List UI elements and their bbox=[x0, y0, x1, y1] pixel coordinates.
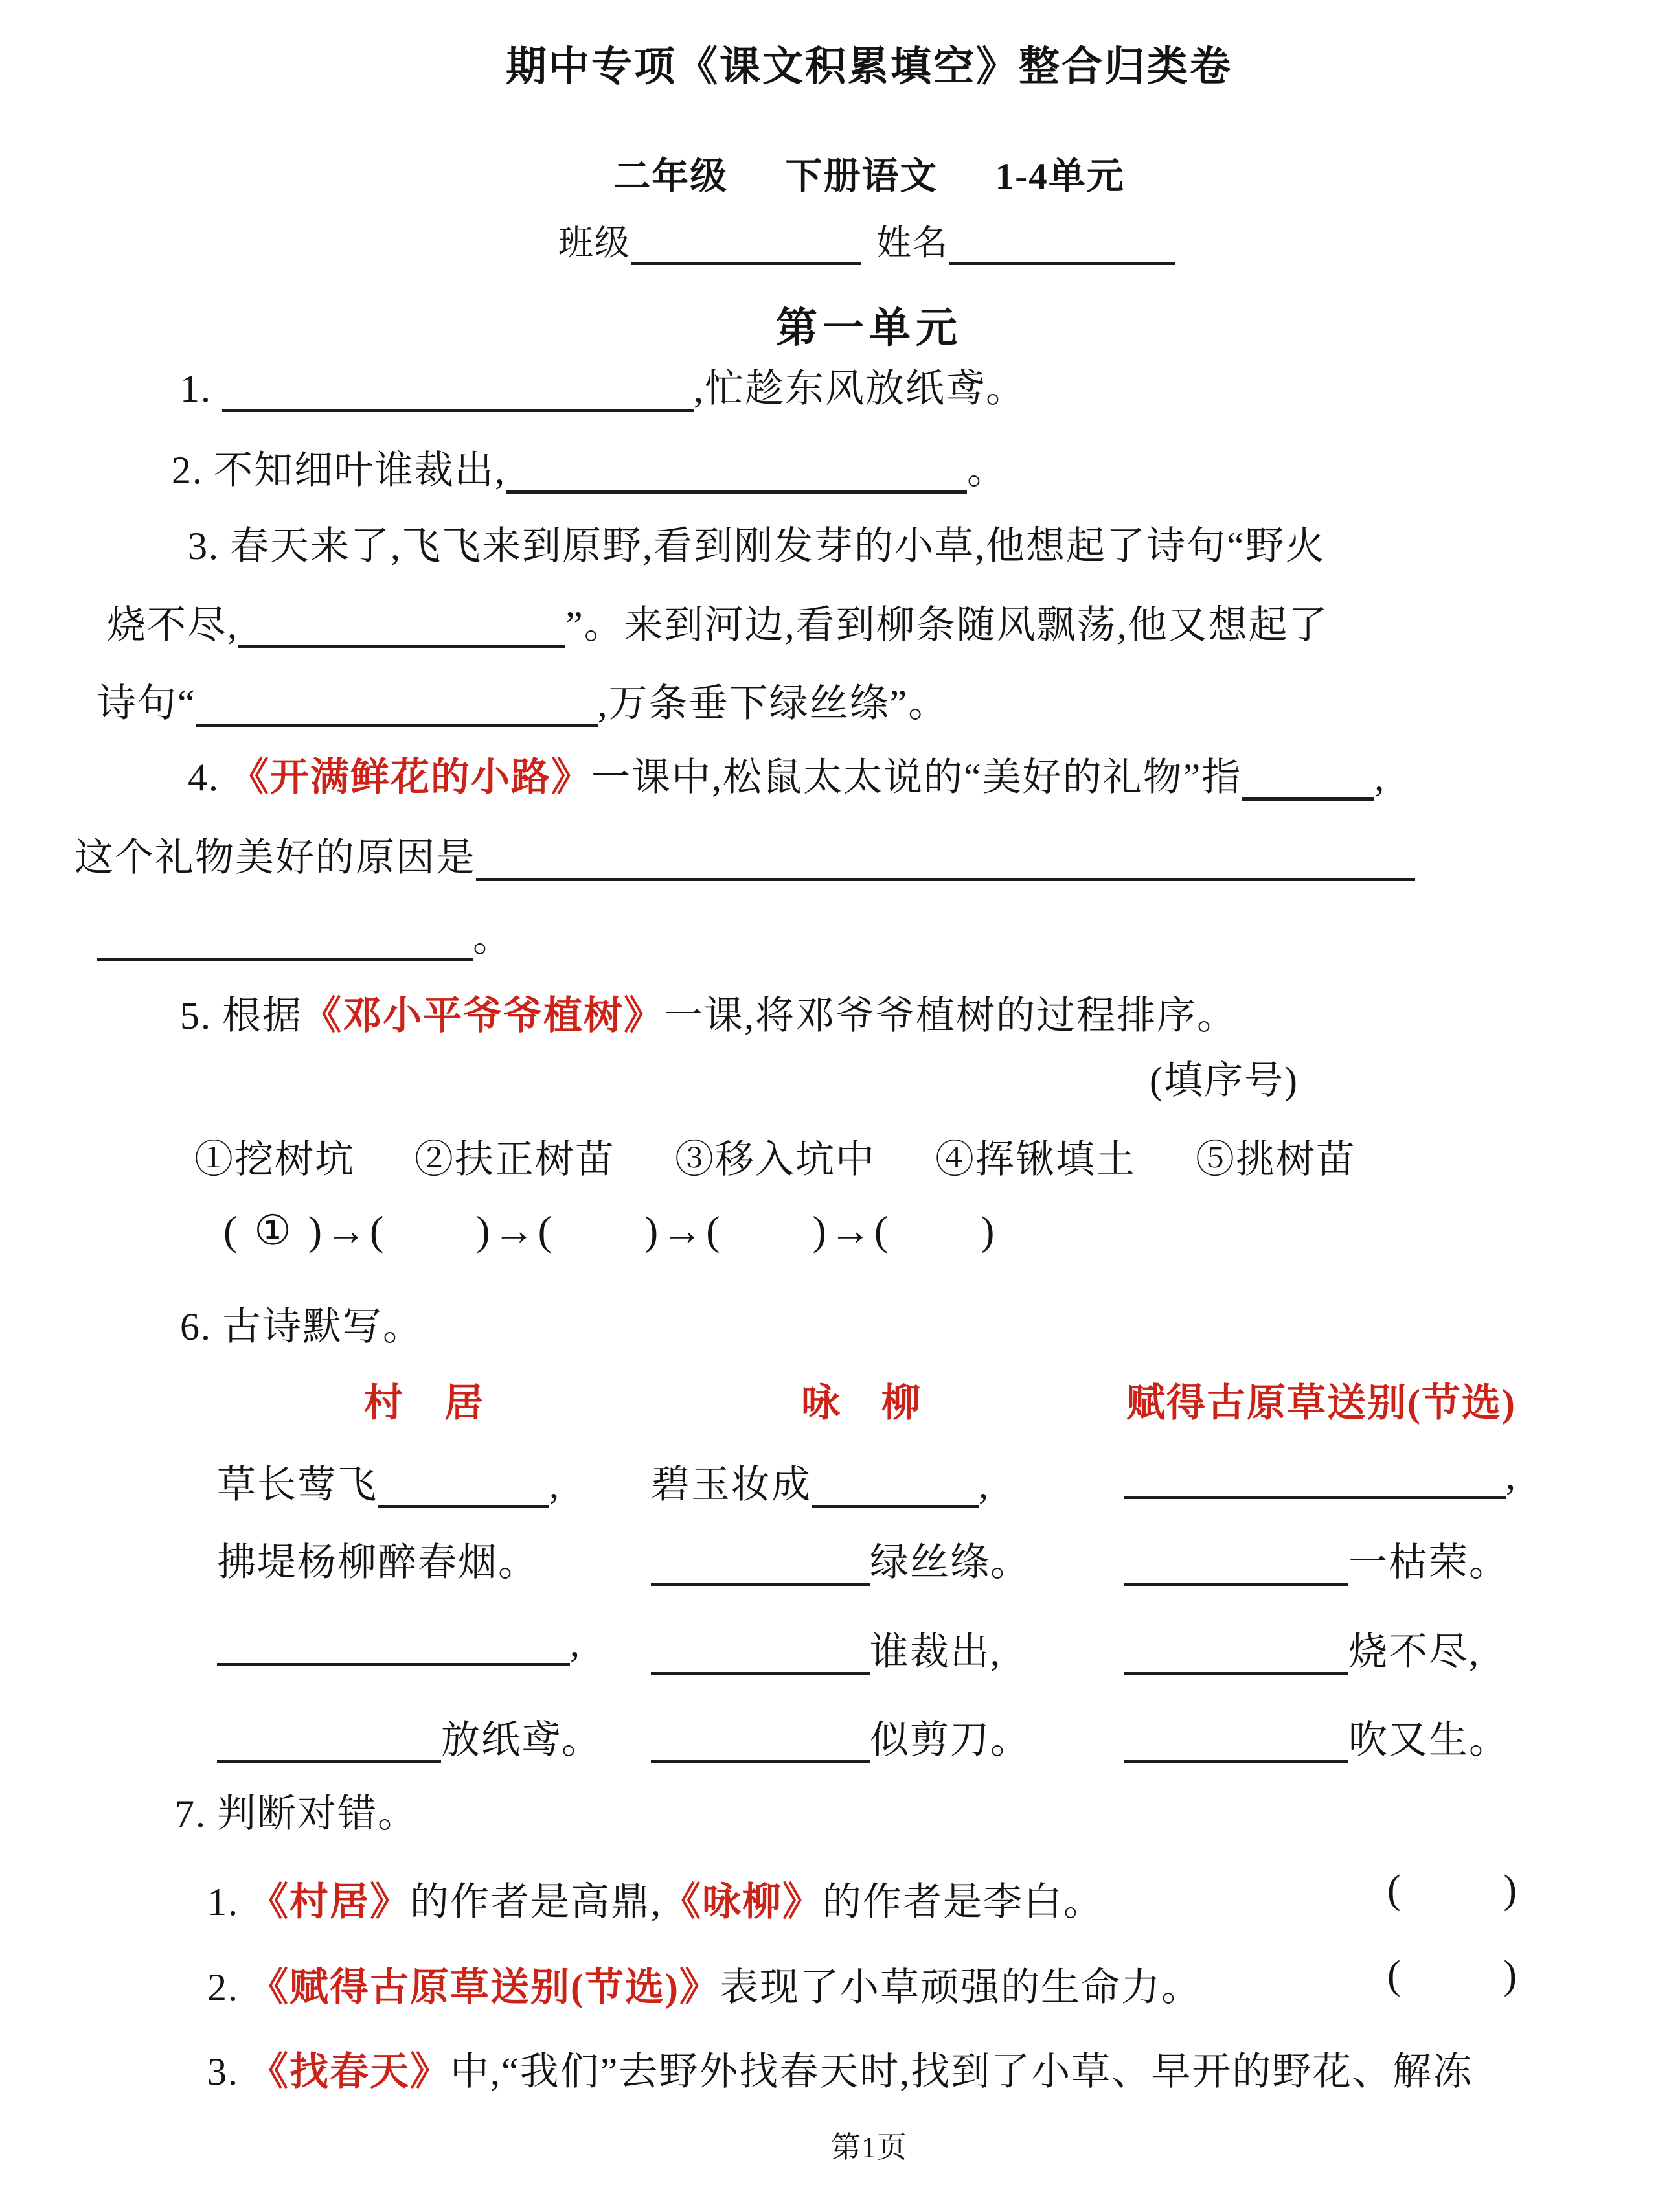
units-label: 1-4单元 bbox=[995, 156, 1125, 197]
judge-item-2-answer-brackets bbox=[1387, 1953, 1517, 1999]
poem-1-line-1-punct: , bbox=[549, 1463, 560, 1506]
judge-item-1-paren-open: ( bbox=[1387, 1868, 1401, 1912]
question-6-number: 6. bbox=[180, 1305, 212, 1348]
question-3-text-2a: 烧不尽, bbox=[107, 604, 238, 647]
poem-2-line-4 bbox=[651, 1709, 1030, 1765]
question-1-number: 1. bbox=[180, 367, 212, 410]
option-1: ①挖树坑 bbox=[194, 1138, 355, 1181]
plant-steps-options bbox=[194, 1128, 1356, 1184]
judge-item-2-text: 表现了小草顽强的生命力。 bbox=[719, 1966, 1201, 2009]
question-1-text: ,忙趁东风放纸鸢。 bbox=[694, 367, 1026, 410]
poem-2-line-1-text: 碧玉妆成 bbox=[651, 1463, 812, 1506]
question-2-period: 。 bbox=[967, 449, 1007, 492]
exam-subtitle bbox=[58, 146, 1680, 200]
judge-item-1-text-1: 的作者是高鼎, bbox=[410, 1881, 662, 1923]
judge-item-2-number: 2. bbox=[207, 1966, 239, 2009]
question-3-line-3 bbox=[97, 672, 948, 728]
poem-1-line-2 bbox=[217, 1531, 538, 1587]
plant-steps-sequence: ( ① )→( )→( )→( )→( ) bbox=[223, 1208, 998, 1254]
poem-1-line-3 bbox=[217, 1621, 581, 1666]
poem-3-line-4-text: 吹又生。 bbox=[1348, 1719, 1509, 1761]
poem-2-line-2 bbox=[651, 1531, 1030, 1587]
poem-3-line-1 bbox=[1095, 1454, 1517, 1498]
question-1 bbox=[180, 358, 1026, 413]
class-blank-line bbox=[631, 256, 861, 265]
question-3-blank-line-2 bbox=[196, 718, 598, 727]
question-3-text-3a: 诗句“ bbox=[97, 682, 196, 725]
question-2 bbox=[172, 439, 1007, 495]
poem-2-line-2-text: 绿丝绦。 bbox=[870, 1541, 1030, 1584]
poem-3-line-3-text: 烧不尽, bbox=[1348, 1631, 1480, 1673]
question-5-number: 5. bbox=[180, 994, 212, 1037]
poem-3-line-2 bbox=[1095, 1531, 1509, 1587]
judge-item-1 bbox=[207, 1871, 1104, 1927]
question-4-line-1 bbox=[188, 746, 1385, 802]
judge-item-3 bbox=[207, 2041, 1473, 2096]
question-3-text-1: 春天来了,飞飞来到原野,看到刚发芽的小草,他想起了诗句“野火 bbox=[230, 525, 1326, 567]
judge-item-3-text: 中,“我们”去野外找春天时,找到了小草、早开的野花、解冻 bbox=[450, 2050, 1473, 2093]
question-4-blank-line-2 bbox=[476, 872, 1415, 881]
question-3-blank-line-1 bbox=[238, 639, 565, 648]
question-4-blank-line-1 bbox=[1242, 792, 1374, 801]
poem-3-line-4-blank bbox=[1124, 1754, 1348, 1763]
question-5-text-1: 根据 bbox=[222, 994, 302, 1037]
judge-item-1-book-title-2: 《咏柳》 bbox=[662, 1881, 823, 1923]
volume-label: 下册语文 bbox=[785, 156, 938, 197]
poem-3-line-2-blank bbox=[1124, 1577, 1348, 1586]
name-blank-line bbox=[949, 256, 1175, 265]
option-2: ②扶正树苗 bbox=[414, 1138, 615, 1181]
exam-title: 期中专项《课文积累填空》整合归类卷 bbox=[506, 44, 1232, 89]
judge-item-1-answer-brackets bbox=[1387, 1867, 1517, 1913]
grade-label: 二年级 bbox=[613, 156, 729, 197]
poem-1-line-1 bbox=[217, 1454, 560, 1509]
question-4-line-2 bbox=[74, 827, 1415, 882]
question-1-blank-line bbox=[222, 403, 694, 412]
question-3-line-1 bbox=[188, 515, 1326, 571]
judge-item-2 bbox=[207, 1956, 1201, 2012]
poem-2-line-3-text: 谁裁出, bbox=[870, 1631, 1001, 1673]
poem-2-line-2-blank bbox=[651, 1577, 870, 1586]
question-7 bbox=[175, 1783, 418, 1839]
question-2-blank-line bbox=[506, 485, 967, 494]
question-7-number: 7. bbox=[175, 1793, 207, 1835]
unit1-heading: 第一单元 bbox=[776, 305, 962, 351]
question-4-comma: , bbox=[1374, 756, 1386, 799]
question-3-text-3b: ,万条垂下绿丝绦”。 bbox=[597, 682, 949, 725]
poem-1-line-4-blank bbox=[217, 1754, 441, 1763]
question-4-text-1: 一课中,松鼠太太说的“美好的礼物”指 bbox=[591, 756, 1242, 799]
judge-item-1-number: 1. bbox=[207, 1881, 239, 1923]
question-2-number: 2. bbox=[172, 449, 203, 492]
question-5-text-2: 一课,将邓爷爷植树的过程排序。 bbox=[664, 994, 1237, 1037]
question-4-text-2: 这个礼物美好的原因是 bbox=[74, 836, 476, 879]
poem-2-title: 咏 柳 bbox=[801, 1382, 922, 1425]
page-number: 第1页 bbox=[831, 2131, 907, 2164]
question-4-blank-line-3 bbox=[97, 952, 473, 961]
question-6 bbox=[180, 1296, 423, 1351]
poem-3-line-3 bbox=[1095, 1621, 1480, 1677]
poem-1-line-1-text: 草长莺飞 bbox=[217, 1463, 378, 1506]
judge-item-1-text-2: 的作者是李白。 bbox=[823, 1881, 1104, 1923]
poem-2-line-1 bbox=[651, 1454, 990, 1509]
question-4-period: 。 bbox=[473, 917, 513, 959]
poem-1-line-3-punct: , bbox=[570, 1621, 581, 1664]
option-4: ④挥锹填土 bbox=[935, 1138, 1136, 1181]
poem-2-line-4-blank bbox=[651, 1754, 870, 1763]
question-3-line-2 bbox=[107, 594, 1329, 650]
poem-3-line-1-punct: , bbox=[1506, 1454, 1517, 1497]
poem-3-line-4 bbox=[1095, 1709, 1509, 1765]
poem-2-line-3 bbox=[651, 1621, 1001, 1677]
judge-item-1-book-title-1: 《村居》 bbox=[249, 1881, 410, 1923]
poem-3-line-2-text: 一枯荣。 bbox=[1348, 1541, 1509, 1584]
name-label: 姓名 bbox=[876, 223, 949, 262]
class-label: 班级 bbox=[558, 223, 631, 262]
question-5 bbox=[180, 985, 1237, 1040]
poem-2-line-1-blank bbox=[812, 1499, 979, 1508]
poem-1-line-4-text: 放纸鸢。 bbox=[441, 1719, 602, 1761]
poem-1-line-2-text: 拂堤杨柳醉春烟。 bbox=[217, 1541, 538, 1584]
question-2-text: 不知细叶谁裁出, bbox=[214, 449, 506, 492]
poem-1-line-4 bbox=[217, 1709, 602, 1765]
poem-3-line-1-blank bbox=[1124, 1490, 1506, 1499]
poem-3-title: 赋得古原草送别(节选) bbox=[1126, 1382, 1516, 1425]
poem-2-line-4-text: 似剪刀。 bbox=[870, 1719, 1030, 1761]
question-3-text-2b: ”。来到河边,看到柳条随风飘荡,他又想起了 bbox=[565, 604, 1329, 647]
class-name-row bbox=[558, 215, 1175, 265]
question-4-book-title: 《开满鲜花的小路》 bbox=[230, 756, 591, 799]
fill-order-note: (填序号) bbox=[1150, 1059, 1299, 1102]
judge-item-2-paren-close: ) bbox=[1503, 1953, 1517, 1997]
judge-item-2-book-title: 《赋得古原草送别(节选)》 bbox=[249, 1966, 720, 2009]
poem-3-line-3-blank bbox=[1124, 1666, 1348, 1675]
poem-1-line-3-blank bbox=[217, 1657, 570, 1666]
question-4-line-3 bbox=[97, 907, 513, 963]
judge-item-2-paren-open: ( bbox=[1387, 1953, 1401, 1997]
judge-item-3-book-title: 《找春天》 bbox=[249, 2050, 450, 2093]
question-5-book-title: 《邓小平爷爷植树》 bbox=[302, 994, 664, 1037]
question-3-number: 3. bbox=[188, 525, 220, 567]
poem-1-line-1-blank bbox=[378, 1499, 549, 1508]
judge-item-3-number: 3. bbox=[207, 2050, 239, 2093]
poem-2-line-1-punct: , bbox=[979, 1463, 990, 1506]
poem-2-line-3-blank bbox=[651, 1666, 870, 1675]
poem-1-title: 村 居 bbox=[364, 1382, 484, 1425]
question-4-number: 4. bbox=[188, 756, 220, 799]
judge-item-1-paren-close: ) bbox=[1503, 1868, 1517, 1912]
option-5: ⑤挑树苗 bbox=[1196, 1138, 1356, 1181]
option-3: ③移入坑中 bbox=[675, 1138, 876, 1181]
question-7-label: 判断对错。 bbox=[217, 1793, 418, 1835]
question-6-label: 古诗默写。 bbox=[222, 1305, 423, 1348]
